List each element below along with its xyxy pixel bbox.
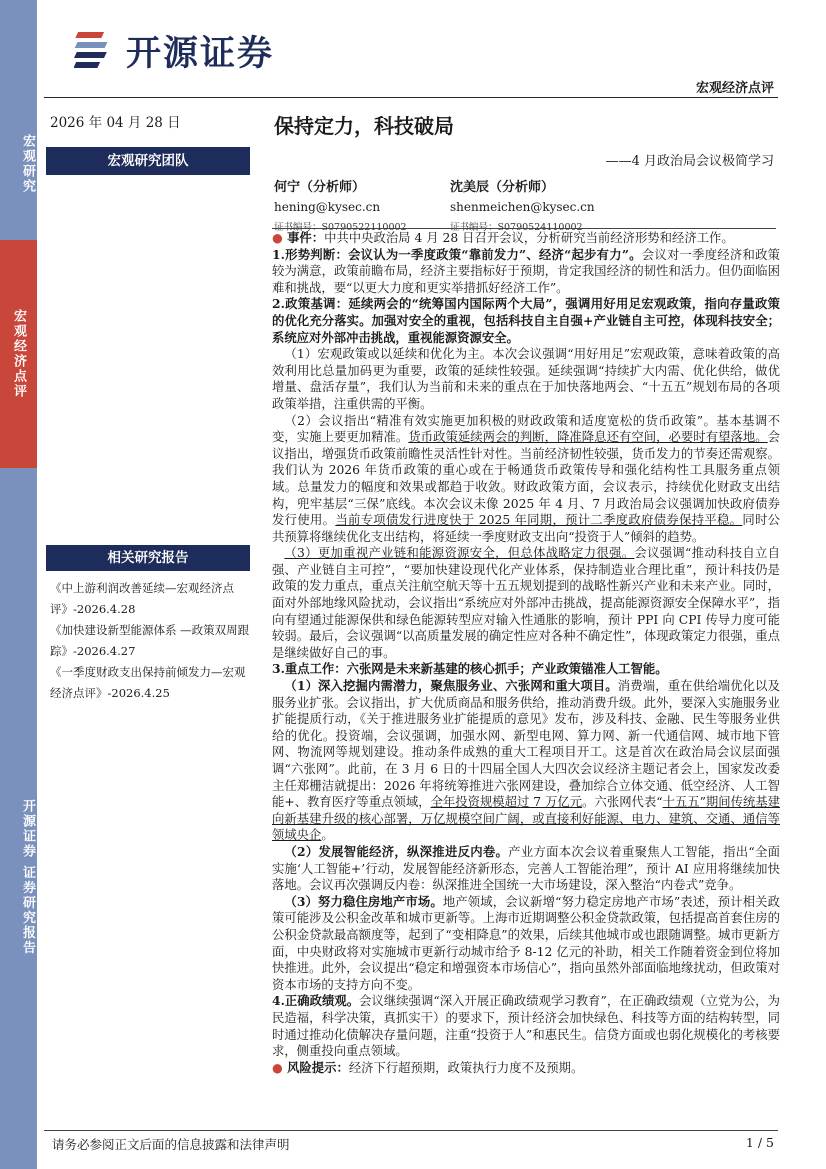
footer-disclaimer: 请务必参阅正文后面的信息披露和法律声明 — [52, 1137, 290, 1152]
underlined-text: 全年投资规模超过 7 万亿元 — [430, 795, 583, 810]
underlined-text: 货币政策延续两会的判断，降准降息还有空间，必要时有望落地。 — [408, 430, 768, 445]
sidebar-section-middle: 宏观经济点评 — [0, 240, 37, 468]
macro-policy-paragraph: （1）宏观政策或以延续和优化为主。本次会议强调“用好用足”宏观政策，意味着政策的高效利用比总量加码更为重要，政策的延续性较强。延续强调“持续扩大内需、优化供给，做优增量、盘活存量”，我们认为当前和未来的重点在于加快落地两会、“十五五”规划布局的各项政策举措，注重供需的平衡。 — [272, 347, 780, 411]
report-date: 2026 年 04 月 28 日 — [50, 115, 181, 131]
situation-heading: 1.形势判断：会议认为一季度政策“靠前发力”、经济“起步有力”。 — [272, 246, 642, 262]
text-span: 地产领域，会议新增“努力稳定房地产市场”表述，预计相关政策可能涉及公积金改革和城市更新等。上海市近期调整公积金贷款政策，包括提高首套住房的公积金贷款最高额度等，起到了“变相降息”的效果，后续其他城市或也跟随调整。城市更新方面，中央财政将对实施城市更新行动城市给予 8-12 亿元的补助，相关工作随着资金到位将加快推进。此外，会议提出“稳定和增强资本市场信心”，指向虽然外部面临地缘扰动，但政策对资本市场的支持方向不变。 — [272, 894, 780, 992]
text-span: 会议强调“推动科技自立自强、产业链自主可控”，“要加快建设现代化产业体系，保持制造业合理比重”，预计科技仍是政策的发力重点，重点关注航空航天等十五五规划提到的战略性新兴产业和未来产业。同时，面对外部地缘风险扰动，会议指出“系统应对外部冲击挑战，提高能源资源安全保障水平”，指向有望通过能源保供和绿色能源转型应对输入性通胀的影响，预计 PPI 向 CPI 传导力度可能较弱。最后，会议强调“以高质量发展的确定性应对各种不确定性”，体现政策定力很强，重点是继续做好自己的事。 — [272, 546, 781, 660]
analyst-name: 何宁（分析师） — [274, 180, 366, 195]
report-body — [272, 230, 780, 1076]
smart-economy-paragraph — [272, 844, 780, 894]
related-report-item[interactable]: 《一季度财政支出保持前倾发力—宏观经济点评》-2026.4.25 — [50, 665, 246, 700]
page-title: 保持定力，科技破局 — [274, 114, 454, 138]
related-report-item[interactable]: 《加快建设新型能源体系 —政策双周跟踪》-2026.4.27 — [50, 623, 250, 658]
analyst-card — [450, 176, 595, 233]
text-span: 会议指出，增强货币政策前瞻性灵活性针对性。当前经济韧性较强，货币发力的节奏还需观察。我们认为 2026 年货币政策的重心或在于畅通货币政策传导和强化结构性工具服务重点领域。总量发力的幅度和效果或都趋于收敛。财政政策方面，会议表示，持续优化财政支出结构，兜牢基层“三保”底线。本次会议未像 2025 年 4 月、7 月政治局会议强调加快政府债券发行使用。 — [272, 430, 781, 528]
team-label: 宏观研究团队 — [46, 147, 250, 175]
event-label: 事件： — [287, 230, 325, 245]
subheading: （3）努力稳住房地产市场。 — [284, 893, 443, 909]
text-span: 同时公共预算将继续优化支出结构，将延续一季度财政支出向“投资于人”倾斜的趋势。 — [272, 513, 781, 544]
text-span: 产业方面本次会议着重聚焦人工智能，指出“全面实施‘人工智能+’行动，发展智能经济新形态，完善人工智能治理”，预计 AI 应用将继续加快落地。会议再次强调反内卷：纵深推进全国统一大市场建设，深入整治“内卷式”竞争。 — [272, 844, 780, 893]
underlined-text: 十五五”期间传统基建向新基建升级的核心部署，万亿规模空间广阔，或直接利好能源、电力、建筑、交通、通信等领域央企 — [272, 795, 781, 843]
security-paragraph — [272, 545, 780, 661]
report-type: 宏观经济点评 — [695, 81, 774, 96]
policy-tone-heading: 2.政策基调：延续两会的“统筹国内国际两个大局”，强调用好用足宏观政策，指向存量政策的优化充分落实。加强对安全的重视，包括科技自主自强+产业链自主可控，体现科技安全；系统应对外部冲击挑战，重视能源资源安全。 — [272, 296, 780, 345]
text-span: 。 — [321, 828, 334, 843]
key-work-heading: 3.重点工作：六张网是未来新基建的核心抓手；产业政策锚准人工智能。 — [272, 661, 668, 677]
logo-mark-icon — [74, 28, 118, 74]
subheading: 4.正确政绩观。 — [272, 993, 360, 1009]
underlined-text: 当前专项债发行进度快于 2025 年同期，预计二季度政府债券保持平稳。 — [335, 513, 743, 528]
subheading: （1）深入挖掘内需潜力，聚焦服务业、六张网和重大项目。 — [284, 678, 618, 694]
analyst-email[interactable]: shenmeichen@kysec.cn — [450, 200, 595, 214]
event-paragraph — [272, 230, 780, 247]
analyst-cert: 证书编号：S0790524110002 — [450, 222, 583, 233]
risk-text: 经济下行超预期，政策执行力度不及预期。 — [348, 1060, 584, 1075]
policy-tone-paragraph — [272, 296, 780, 346]
subheading: （2）发展智能经济，纵深推进反内卷。 — [284, 843, 509, 859]
bullet-icon: ● — [272, 230, 283, 245]
related-reports-heading: 相关研究报告 — [46, 545, 250, 571]
analyst-email[interactable]: hening@kysec.cn — [274, 200, 381, 214]
author-divider — [272, 228, 776, 229]
analyst-card — [274, 176, 407, 233]
risk-paragraph — [272, 1060, 780, 1077]
situation-text: 会议对一季度经济和政策较为满意，政策前瞻布局，经济主要指标好于预期，肯定我国经济的韧性和活力。但仍面临困难和挑战，要“以更大力度和更实举措抓好经济工作”。 — [272, 247, 780, 295]
footer-divider — [44, 1130, 778, 1131]
event-text: 中共中央政治局 4 月 28 日召开会议，分析研究当前经济形势和经济工作。 — [324, 231, 734, 245]
analyst-name: 沈美辰（分析师） — [450, 180, 555, 195]
company-logo — [74, 26, 274, 76]
related-report-item[interactable]: 《中上游利润改善延续—宏观经济点评》-2026.4.28 — [50, 581, 234, 616]
analyst-cert: 证书编号：S0790522110002 — [274, 222, 407, 233]
fiscal-monetary-paragraph — [272, 413, 780, 546]
text-span: 会议继续强调“深入开展正确政绩观学习教育”，在正确政绩观（立党为公，为民造福，科学决策，真抓实干）的要求下，预计经济会加快绿色、科技等方面的结构转型，同时通过推动化债解决存量问题，注重“投资于人”和惠民生。信贷方面或也弱化规模化的考核要求，侧重投向重点领域。 — [272, 994, 780, 1059]
related-reports-list — [50, 578, 256, 704]
performance-view-paragraph — [272, 993, 780, 1059]
real-estate-paragraph — [272, 894, 780, 994]
situation-paragraph — [272, 247, 780, 297]
domestic-demand-paragraph — [272, 678, 780, 844]
header-divider — [44, 97, 778, 98]
sidebar-section-bottom: 开源证券 证券研究报告 — [0, 468, 37, 1169]
brand-name: 开源证券 — [126, 34, 275, 74]
text-span: 消费端，重在供给端优化以及服务业扩张。会议指出，扩大优质商品和服务供给，推动消费升级。此外，要深入实施服务业扩能提质行动，《关于推进服务业扩能提质的意见》发布，涉及科技、金融、民生等服务业供给的优化。投资端，会议强调，加强水网、新型电网、算力网、新一代通信网、城市地下管网、物流网等规划建设。推动条件成熟的重大工程项目开工。这是首次在政治局会议层面强调“六张网”。此前，在 3 月 6 日的十四届全国人大四次会议经济主题记者会上，国家发改委主任郑栅洁就提出：2026 年将统筹推进六张网建设，叠加综合立体交通、低空经济、人工智能+、教育医疗等重点领域， — [272, 679, 781, 810]
bullet-icon: ● — [272, 1059, 283, 1075]
text-span: 。六张网代表“ — [582, 795, 663, 810]
text-span: （2）会议指出“精准有效实施更加积极的财政政策和适度宽松的货币政策”。基本基调不变，实施上要更加精准。 — [272, 413, 780, 445]
key-work-paragraph — [272, 661, 780, 678]
sidebar-section-top: 宏观研究 — [0, 0, 37, 240]
risk-label: 风险提示： — [287, 1059, 349, 1075]
page-number: 1 / 5 — [745, 1135, 774, 1150]
page-subtitle: ——4 月政治局会议极简学习 — [605, 154, 774, 169]
underlined-text: （3）更加重视产业链和能源资源安全，但总体战略定力很强。 — [284, 546, 635, 561]
